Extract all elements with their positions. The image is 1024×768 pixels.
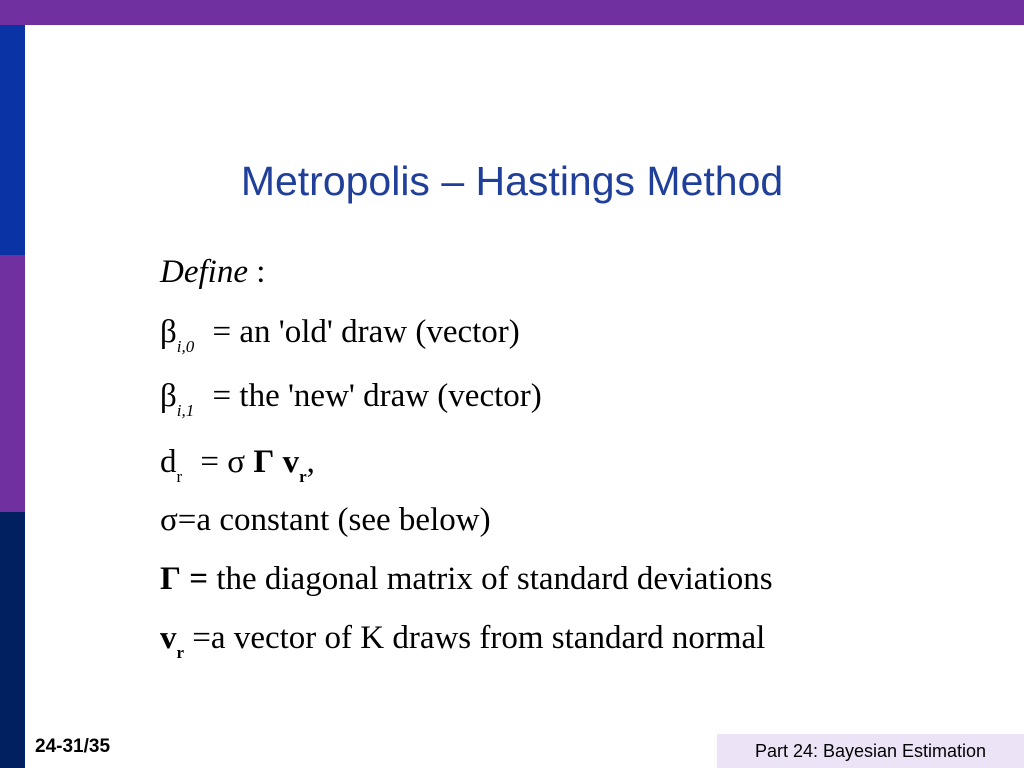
- section-label: Part 24: Bayesian Estimation: [717, 734, 1024, 768]
- sigma-equals: =: [177, 502, 197, 538]
- gamma-definition-line: [160, 559, 773, 599]
- sigma-definition-line: [160, 500, 491, 540]
- d-equals: =: [200, 444, 220, 480]
- d-trailing-comma: ,: [306, 444, 315, 480]
- slide-title: Metropolis – Hastings Method: [240, 158, 784, 204]
- gamma-symbol: Γ: [253, 444, 275, 480]
- sigma-definition-text: a constant (see below): [196, 502, 491, 538]
- d-symbol: d: [160, 444, 177, 480]
- beta-new-subscript: i,1: [176, 401, 195, 420]
- beta-old-text: an 'old' draw (vector): [239, 314, 520, 350]
- v-symbol: v: [282, 444, 300, 480]
- page-number: 24-31/35: [35, 736, 111, 757]
- v-subscript: r: [299, 467, 307, 486]
- v-symbol: v: [160, 620, 177, 656]
- v-equals: =: [192, 620, 211, 656]
- gamma-symbol: Γ: [160, 561, 181, 597]
- beta-old-subscript: i,0: [176, 337, 195, 356]
- beta-new-equals: =: [212, 378, 232, 414]
- sigma-symbol: σ: [227, 444, 246, 480]
- sidebar-segment-middle: [0, 255, 25, 512]
- beta-symbol: β: [160, 314, 177, 350]
- define-label: Define: [160, 254, 248, 290]
- sidebar-segment-bottom: [0, 512, 25, 768]
- v-subscript: r: [176, 643, 185, 662]
- top-accent-bar: [0, 0, 1024, 25]
- sigma-symbol: σ: [160, 502, 178, 538]
- v-definition-line: [160, 618, 765, 673]
- d-subscript: r: [176, 467, 183, 486]
- beta-new-text: the 'new' draw (vector): [239, 378, 542, 414]
- define-colon: :: [256, 254, 266, 290]
- define-line: [160, 252, 265, 292]
- gamma-equals: =: [189, 561, 209, 597]
- d-formula-line: [160, 442, 315, 497]
- v-definition-text: a vector of K draws from standard normal: [210, 620, 766, 656]
- gamma-definition-text: the diagonal matrix of standard deviations: [216, 561, 773, 597]
- beta-old-equals: =: [212, 314, 232, 350]
- beta-old-line: [160, 312, 520, 367]
- beta-symbol: β: [160, 378, 177, 414]
- beta-new-line: [160, 376, 542, 431]
- sidebar-segment-top: [0, 25, 25, 255]
